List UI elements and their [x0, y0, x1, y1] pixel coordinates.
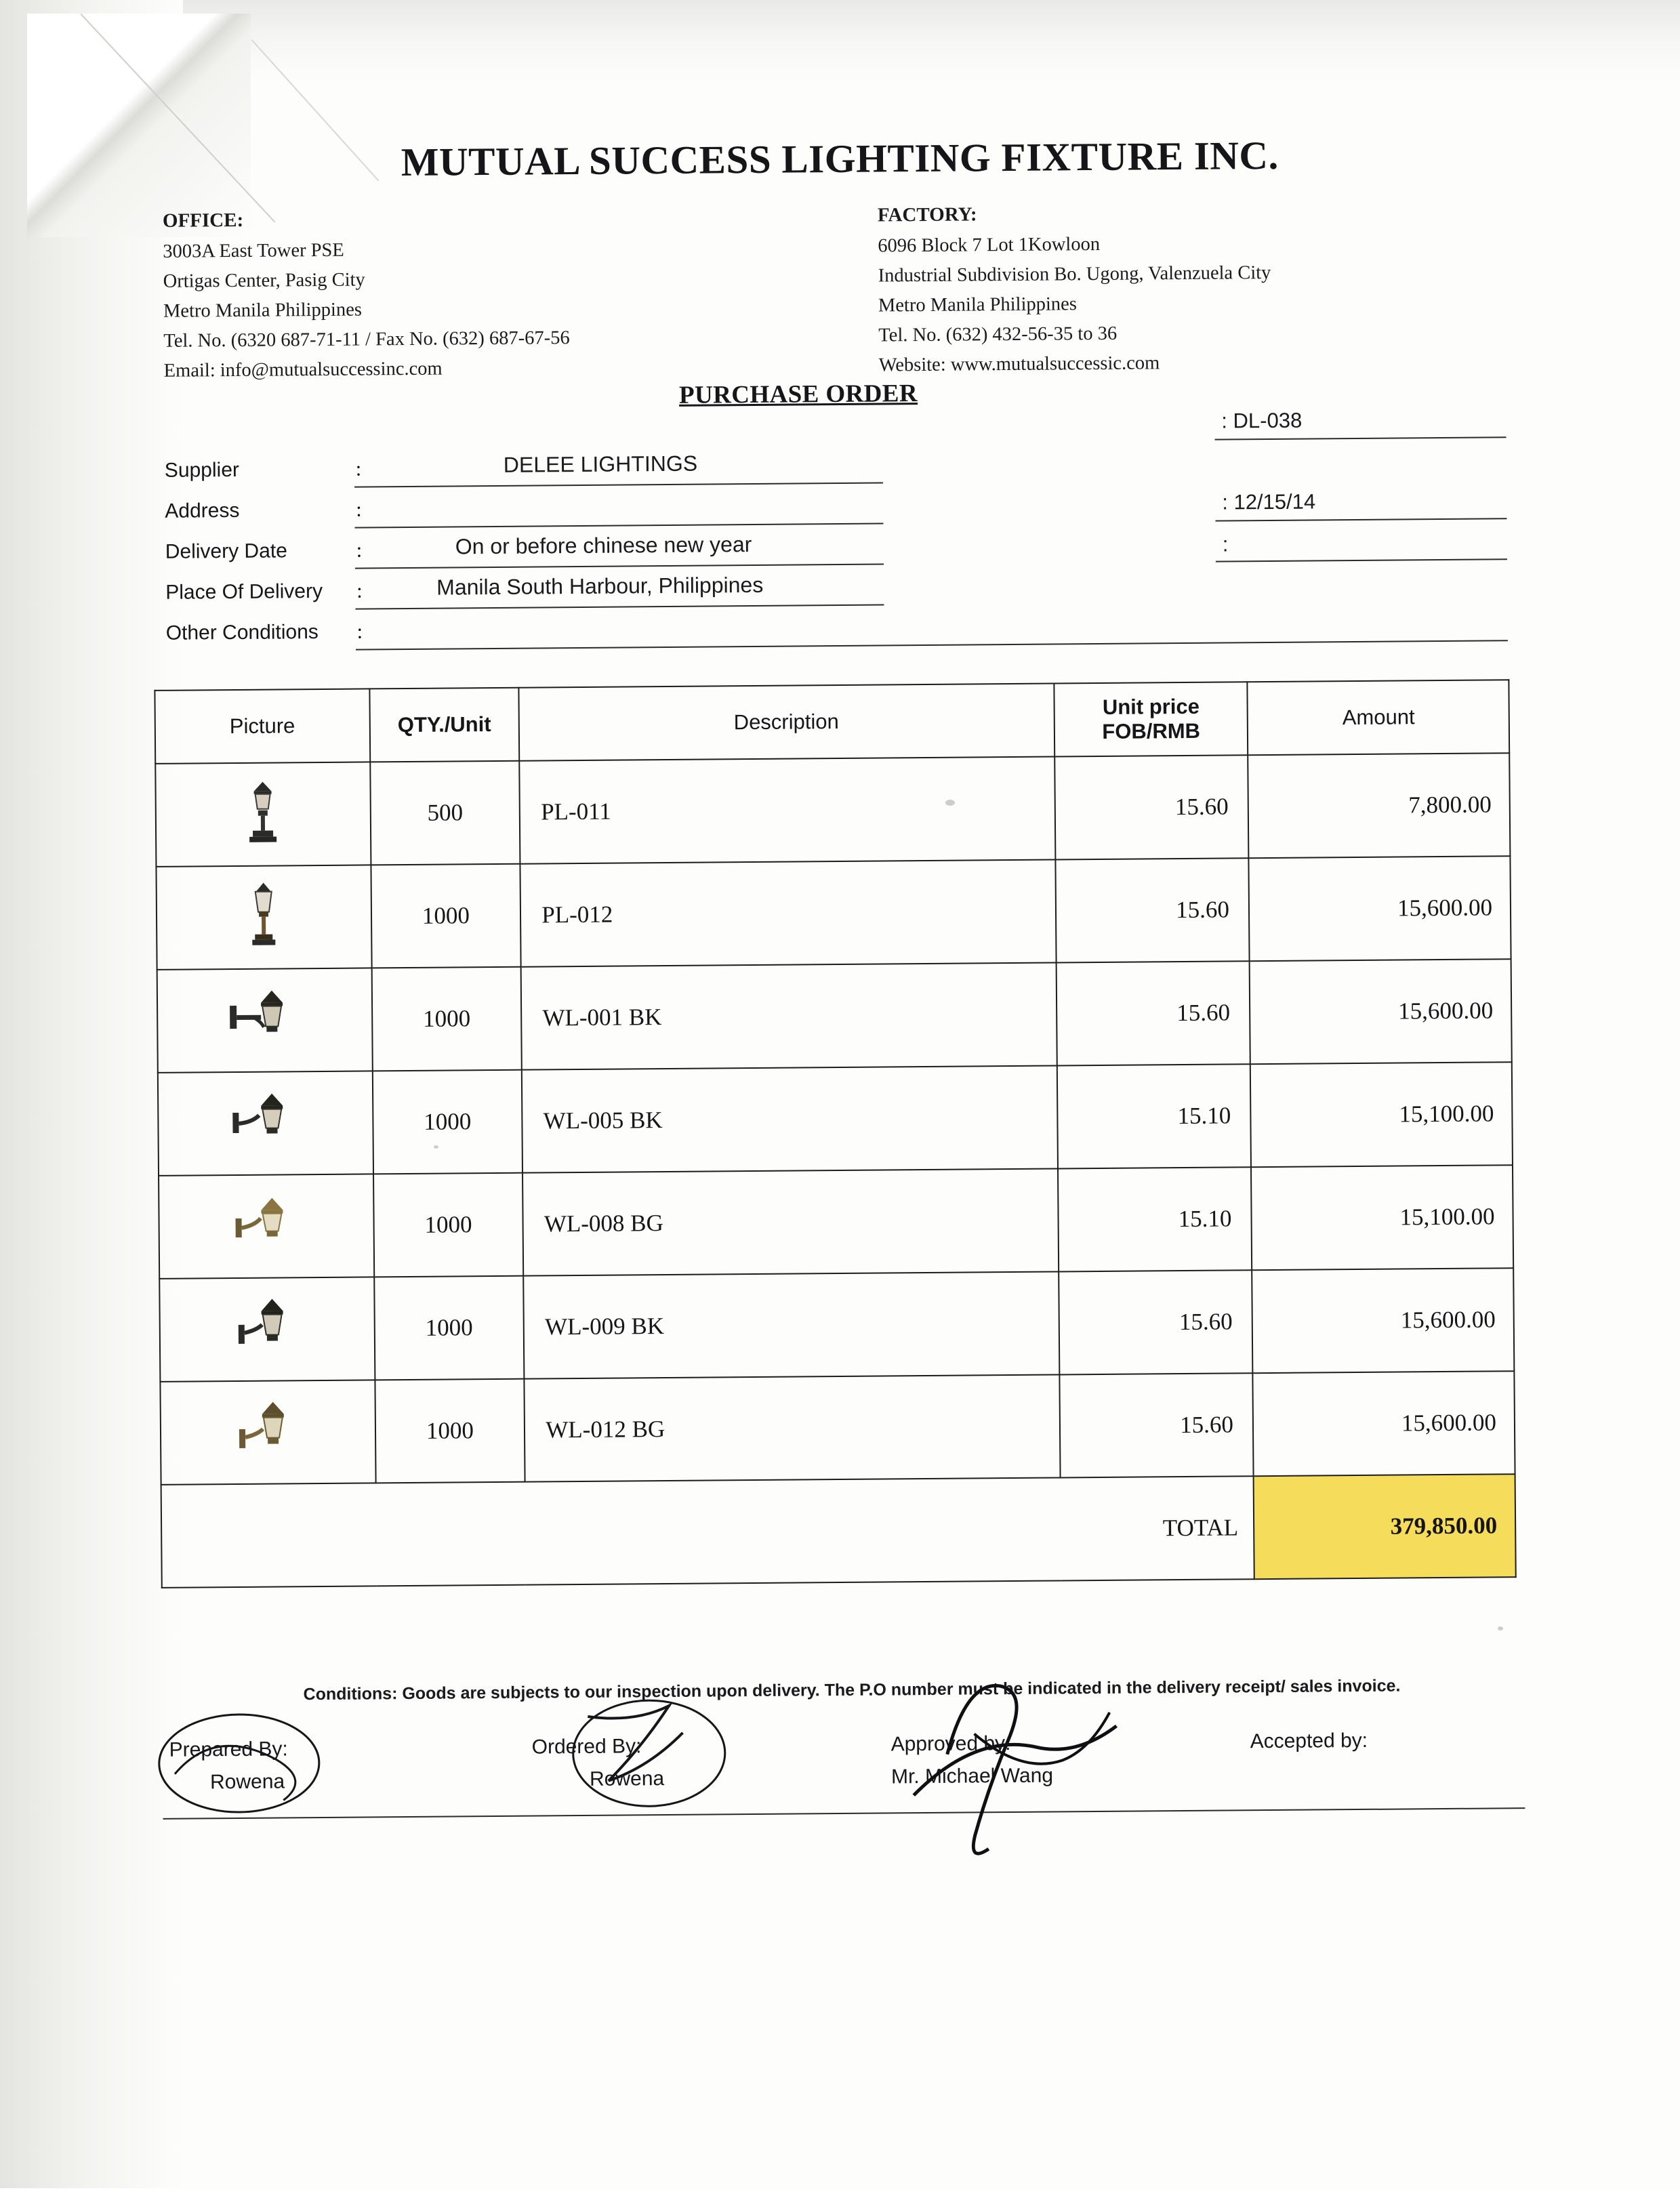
- colon-delivery-date: :: [356, 539, 363, 562]
- document-title: PURCHASE ORDER: [678, 379, 918, 409]
- column-header-description: Description: [519, 684, 1054, 761]
- cell-amount: 15,100.00: [1251, 1165, 1513, 1270]
- cell-unit-price: 15.10: [1057, 1064, 1250, 1168]
- cell-qty: 1000: [371, 967, 522, 1071]
- cell-picture: [158, 1071, 373, 1175]
- table-row: [157, 959, 1512, 1073]
- po-date-blank: :: [1222, 532, 1229, 556]
- label-supplier: Supplier: [164, 458, 240, 482]
- cell-qty: 500: [370, 761, 520, 865]
- wall-lamp-icon: [230, 1191, 302, 1263]
- column-header-unit-price-line2: FOB/RMB: [1102, 718, 1201, 743]
- table-header: [155, 680, 1509, 764]
- rule-place-of-delivery: [355, 604, 884, 609]
- line-items-table: [154, 679, 1516, 1588]
- table-row: [160, 1371, 1515, 1485]
- cell-picture: [157, 968, 373, 1072]
- rule-po-date-blank: [1216, 558, 1507, 562]
- wall-lamp-icon: [232, 1293, 303, 1366]
- cell-amount: 15,600.00: [1248, 856, 1511, 961]
- rule-po-number: [1215, 436, 1507, 440]
- factory-address-block: [878, 197, 1624, 383]
- column-header-qty: QTY./Unit: [369, 688, 520, 762]
- rule-other-conditions: [356, 640, 1508, 650]
- office-address-line-1: 3003A East Tower PSE: [163, 239, 344, 262]
- wall-lamp-icon: [232, 1396, 304, 1469]
- post-lamp-icon: [242, 779, 285, 850]
- colon-other-conditions: :: [356, 620, 363, 643]
- cell-unit-price: 15.60: [1056, 961, 1250, 1065]
- signature-label-prepared-by: Prepared By:: [169, 1738, 288, 1761]
- cell-unit-price: 15.60: [1059, 1373, 1253, 1477]
- rule-address: [355, 522, 884, 528]
- table-row: [155, 753, 1510, 867]
- rule-po-date: [1215, 518, 1507, 521]
- cell-amount: 15,600.00: [1249, 959, 1511, 1064]
- column-header-picture: Picture: [155, 689, 369, 763]
- wall-lamp-icon: [227, 986, 302, 1055]
- colon-supplier: :: [355, 457, 362, 480]
- conditions-note: Conditions: Goods are subjects to our inspection upon delivery. The P.O number must be indicated in the delivery receipt/ sales invoice.: [303, 1676, 1401, 1704]
- office-address-block: [163, 203, 876, 388]
- cell-picture: [160, 1380, 375, 1484]
- label-other-conditions: Other Conditions: [165, 621, 319, 644]
- label-delivery-date: Delivery Date: [165, 539, 287, 563]
- value-supplier[interactable]: DELEE LIGHTINGS: [503, 451, 698, 477]
- table-header-row: [155, 680, 1509, 764]
- table-body: [155, 753, 1515, 1588]
- table-row: [159, 1165, 1513, 1279]
- total-amount: 379,850.00: [1253, 1474, 1515, 1579]
- cell-description: WL-008 BG: [523, 1168, 1058, 1275]
- cell-unit-price: 15.60: [1054, 755, 1248, 859]
- cell-unit-price: 15.60: [1055, 858, 1249, 962]
- table-total-row: [161, 1474, 1516, 1588]
- cell-picture: [159, 1174, 374, 1278]
- cell-qty: 1000: [371, 864, 521, 968]
- signature-label-approved-by: Approved by:: [890, 1732, 1011, 1756]
- po-number: : DL-038: [1221, 408, 1303, 433]
- signature-label-ordered-by: Ordered By:: [531, 1735, 642, 1759]
- cell-amount: 15,600.00: [1252, 1371, 1515, 1476]
- table-row: [159, 1268, 1514, 1382]
- office-address-line-2: Ortigas Center, Pasig City: [163, 269, 365, 292]
- cell-description: WL-012 BG: [525, 1374, 1060, 1481]
- total-label: TOTAL: [161, 1476, 1254, 1588]
- cell-description: WL-001 BK: [521, 962, 1057, 1069]
- cell-qty: 1000: [374, 1276, 525, 1380]
- signature-name-ordered-by: Rowena: [589, 1767, 665, 1790]
- signature-block: [162, 1716, 1525, 1828]
- value-place-of-delivery[interactable]: Manila South Harbour, Philippines: [436, 572, 764, 600]
- colon-address: :: [356, 498, 362, 521]
- label-address: Address: [165, 499, 240, 522]
- cell-qty: 1000: [372, 1070, 523, 1174]
- table-row: [158, 1062, 1513, 1176]
- cell-qty: 1000: [373, 1173, 524, 1277]
- signature-name-prepared-by: Rowena: [209, 1770, 285, 1794]
- column-header-unit-price: [1054, 682, 1248, 756]
- factory-phone: Tel. No. (632) 432-56-35 to 36: [878, 323, 1118, 346]
- ghost-text: [169, 1872, 643, 1875]
- column-header-unit-price-line1: Unit price: [1102, 694, 1200, 719]
- cell-description: PL-012: [520, 860, 1056, 967]
- cell-amount: 7,800.00: [1248, 753, 1510, 858]
- cell-amount: 15,600.00: [1252, 1268, 1514, 1373]
- office-email: Email: info@mutualsuccessinc.com: [163, 358, 443, 382]
- cell-picture: [156, 865, 371, 969]
- cell-description: WL-009 BK: [524, 1271, 1059, 1378]
- factory-address-line-1: 6096 Block 7 Lot 1Kowloon: [878, 233, 1101, 257]
- cell-picture: [159, 1277, 375, 1381]
- cell-description: WL-005 BK: [522, 1065, 1057, 1172]
- signature-name-approved-by: Mr. Michael Wang: [890, 1764, 1054, 1788]
- column-header-amount: Amount: [1247, 680, 1509, 755]
- cell-picture: [155, 762, 371, 866]
- office-label: OFFICE:: [162, 209, 244, 232]
- value-delivery-date[interactable]: On or before chinese new year: [455, 532, 752, 559]
- table-row: [156, 856, 1511, 970]
- office-phone-fax: Tel. No. (6320 687-71-11 / Fax No. (632) 687-67-56: [163, 327, 570, 352]
- factory-address-line-3: Metro Manila Philippines: [878, 293, 1077, 316]
- company-name: MUTUAL SUCCESS LIGHTING FIXTURE INC.: [401, 132, 1279, 185]
- cell-description: PL-011: [520, 757, 1055, 864]
- post-lamp-icon: [244, 880, 284, 954]
- colon-place-of-delivery: :: [356, 579, 363, 602]
- signature-label-accepted-by: Accepted by:: [1250, 1729, 1368, 1753]
- office-address-line-3: Metro Manila Philippines: [163, 299, 363, 322]
- factory-address-line-2: Industrial Subdivision Bo. Ugong, Valenzuela City: [878, 262, 1271, 287]
- factory-website: Website: www.mutualsuccessic.com: [878, 352, 1160, 376]
- cell-amount: 15,100.00: [1250, 1062, 1513, 1167]
- rule-delivery-date: [355, 563, 884, 569]
- cell-qty: 1000: [375, 1379, 525, 1483]
- po-date: : 12/15/14: [1222, 489, 1316, 514]
- cell-unit-price: 15.60: [1059, 1270, 1252, 1374]
- label-place-of-delivery: Place Of Delivery: [165, 579, 323, 604]
- rule-supplier: [354, 482, 883, 487]
- wall-lamp-icon: [228, 1088, 302, 1160]
- factory-label: FACTORY:: [877, 203, 977, 226]
- cell-unit-price: 15.10: [1058, 1167, 1252, 1271]
